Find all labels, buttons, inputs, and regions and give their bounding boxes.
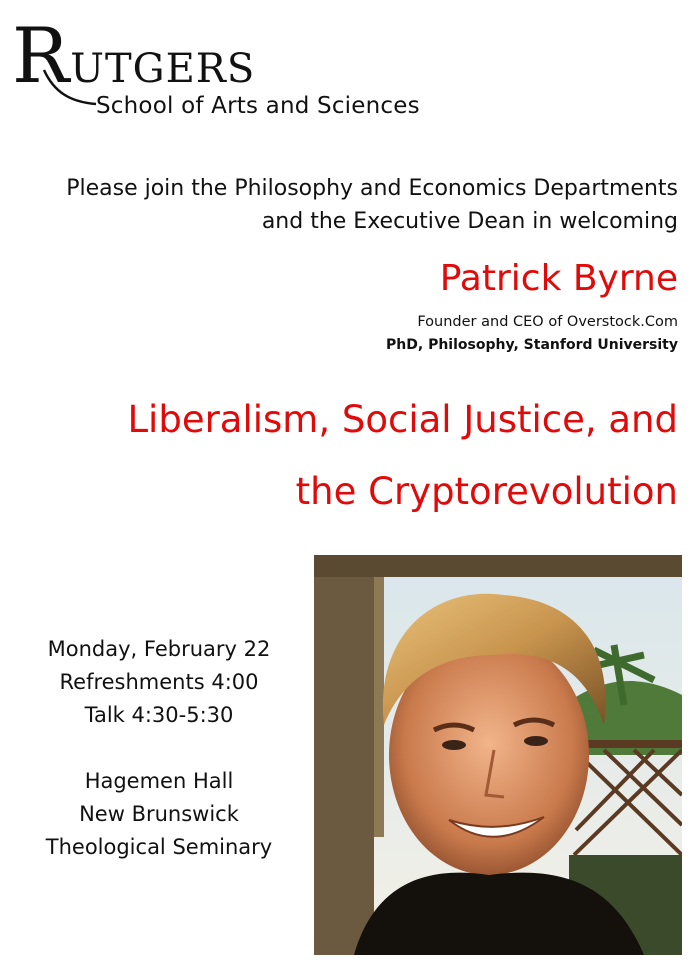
event-date: Monday, February 22 (47, 637, 271, 661)
talk-title (18, 384, 678, 528)
speaker-role: Founder and CEO of Overstock.Com (417, 314, 678, 330)
logo-wordmark: RUTGERS (12, 11, 256, 100)
talk-title-line-1: Liberalism, Social Justice, and (127, 398, 678, 441)
invitation-line-1: Please join the Philosophy and Economics Departments (66, 176, 678, 201)
invitation-text (18, 172, 678, 238)
logo-tail-icon (40, 68, 100, 108)
rutgers-logo (12, 8, 312, 100)
talk-time: Talk 4:30-5:30 (84, 703, 234, 727)
venue-hall: Hagemen Hall (84, 769, 234, 793)
invitation-line-2: and the Executive Dean in welcoming (261, 209, 678, 234)
speaker-portrait-image (314, 555, 682, 955)
event-details (20, 633, 298, 864)
refreshments-time: Refreshments 4:00 (59, 670, 259, 694)
speaker-credential: PhD, Philosophy, Stanford University (386, 337, 678, 353)
venue-line-2: New Brunswick (79, 802, 239, 826)
school-name: School of Arts and Sciences (96, 93, 420, 119)
venue-line-3: Theological Seminary (45, 835, 273, 859)
talk-title-line-2: the Cryptorevolution (295, 470, 678, 513)
speaker-photo (314, 555, 682, 955)
speaker-name: Patrick Byrne (439, 258, 678, 299)
